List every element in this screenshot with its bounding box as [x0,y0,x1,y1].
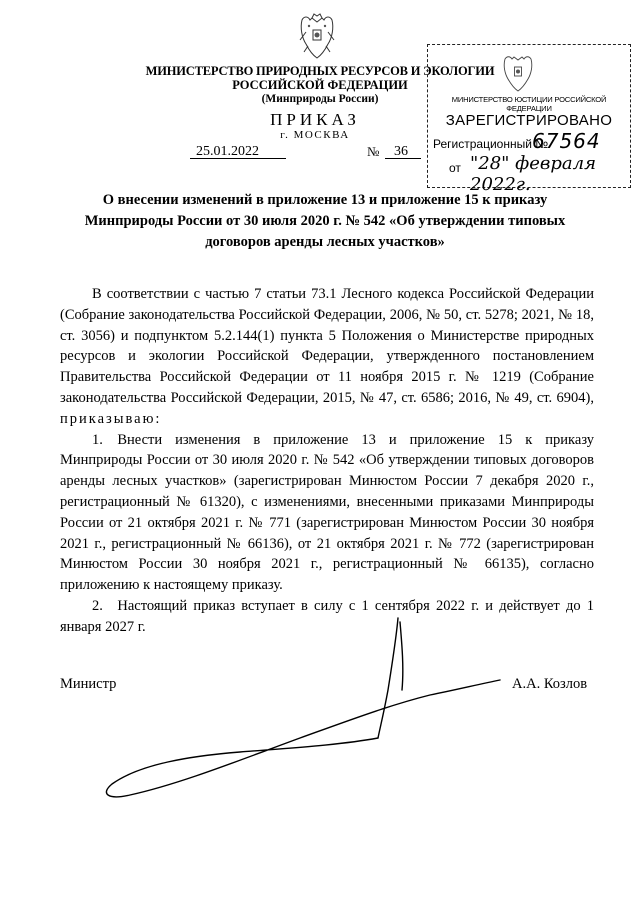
stamp-reg-label: Регистрационный № [433,137,549,151]
document-title: О внесении изменений в приложение 13 и приложение 15 к приказу Минприроды России от 30 июля 2020 г. № 542 «Об утверждении типовых договоров аренды лесных участков» [84,192,566,250]
document-number: 36 [394,144,408,159]
preamble-paragraph [60,284,594,430]
preamble-text: В соответствии с частью 7 статьи 73.1 Лесного кодекса Российской Федерации (Собрание законодательства Российской Федерации, 2006, № 50, ст. 5278; 2021, № 18, ст. 3056) и подпунктом 5.2.144(1) пункта 5 Положения о Министерстве природных ресурсов и экологии Российской Федерации, утвержденного постановлением Правительства Российской Федерации от 11 ноября 2015 г. № 1219 (Собрание законодательства Российской Федерации, 2015, № 47, ст. 6586; 2016, № 49, ст. 6904), [60,286,594,406]
document-date: 25.01.2022 [196,144,259,159]
order-word: приказываю: [60,410,162,427]
item-2-paragraph: 2. Настоящий приказ вступает в силу с 1 сентября 2022 г. и действует до 1 января 2027 г. [60,597,594,635]
document-city: г. МОСКВА [280,129,350,141]
stamp-reg-number: 67564 [532,129,601,153]
date-underline [190,158,286,159]
document-type: ПРИКАЗ [270,110,360,129]
stamp-emblem [498,52,538,94]
number-label: № [367,144,380,159]
ministry-name-line2: РОССИЙСКОЙ ФЕДЕРАЦИИ [232,78,408,92]
item-1-paragraph: 1. Внести изменения в приложение 13 и приложение 15 к приказу Минприроды России от 30 июля 2020 г. № 542 «Об утверждении типовых договоров аренды лесных участков» (зарегистрирован Минюстом России 7 декабря 2020 г., регистрационный № 61320), с изменениями, внесенными приказами Минприроды России от 21 октября 2021 г. № 771 (зарегистрирован Минюстом России 30 ноября 2021 г., регистрационный № 66136), от 21 октября 2021 г. № 772 (зарегистрирован Минюстом России 30 ноября 2021 г., регистрационный № 66135), согласно приложению к настоящему приказу. [60,431,594,594]
number-underline [385,158,421,159]
signer-role: Министр [60,676,117,692]
signer-name: А.А. Козлов [512,676,588,692]
stamp-authority: МИНИСТЕРСТВО ЮСТИЦИИ РОССИЙСКОЙ ФЕДЕРАЦИИ [451,95,607,113]
document-body [60,284,594,638]
stamp-reg-date: "28" февраля 2022г. [470,153,597,195]
coat-of-arms-emblem [294,12,340,62]
stamp-from-label: от [449,161,461,175]
ministry-short-name: (Минприроды России) [261,93,379,105]
ministry-name-line1: МИНИСТЕРСТВО ПРИРОДНЫХ РЕСУРСОВ И ЭКОЛОГИИ [145,64,495,78]
stamp-status: ЗАРЕГИСТРИРОВАНО [445,112,613,129]
